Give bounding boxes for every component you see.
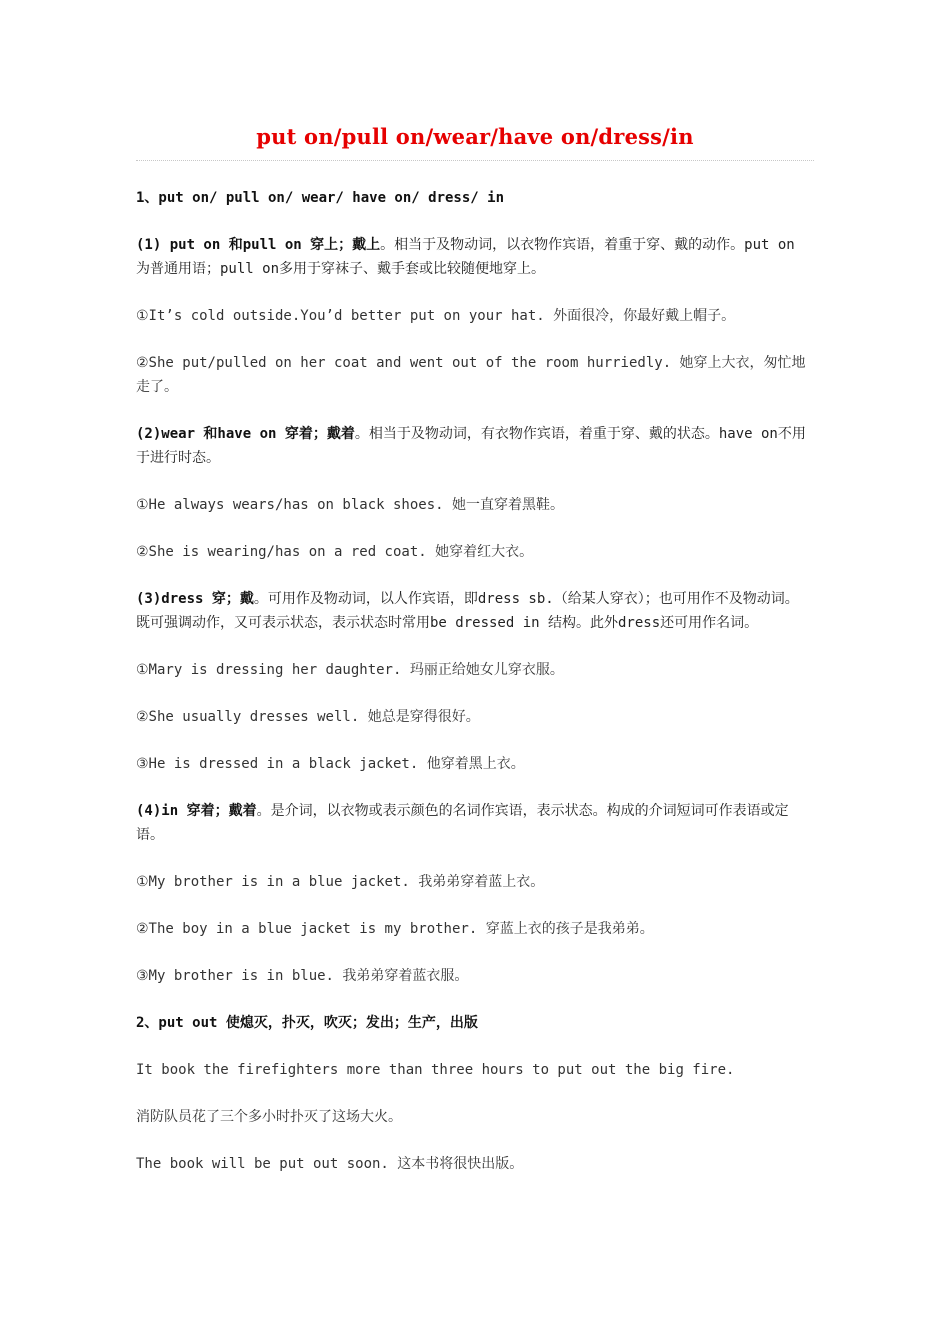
- term-explanation: 。相当于及物动词，有衣物作宾语，着重于穿、戴的状态。have on不用于进行时态。: [136, 426, 806, 466]
- section-2-heading: [136, 1011, 812, 1035]
- example-sentence: ②She is wearing/has on a red coat. 她穿着红大衣。: [136, 544, 534, 560]
- example-sentence: ③He is dressed in a black jacket. 他穿着黑上衣。: [136, 756, 525, 772]
- term-label: (1) put on 和pull on 穿上；戴上: [136, 237, 381, 253]
- example-sentence: ②The boy in a blue jacket is my brother. 穿蓝上衣的孩子是我弟弟。: [136, 921, 654, 937]
- example-sentence: ②She usually dresses well. 她总是穿得很好。: [136, 709, 480, 725]
- term-label: (2)wear 和have on 穿着；戴着: [136, 426, 355, 442]
- document-body: [136, 186, 812, 1199]
- term-explanation: 。相当于及物动词，以衣物作宾语，着重于穿、戴的动作。put on 为普通用语；pull on多用于穿袜子、戴手套或比较随便地穿上。: [136, 237, 795, 277]
- section-heading-text: 1、put on/ pull on/ wear/ have on/ dress/ in: [136, 190, 505, 206]
- term-explanation: 。是介词，以衣物或表示颜色的名词作宾语，表示状态。构成的介词短词可作表语或定语。: [136, 803, 789, 843]
- term-label: (4)in 穿着；戴着: [136, 803, 257, 819]
- example-sentence: ①Mary is dressing her daughter. 玛丽正给她女儿穿衣服。: [136, 662, 564, 678]
- paragraph-put-on-pull-on: [136, 233, 812, 281]
- section-heading-text: 2、put out 使熄灭，扑灭，吹灭；发出；生产，出版: [136, 1015, 478, 1031]
- term-label: (3)dress 穿；戴: [136, 591, 254, 607]
- example-sentence: The book will be put out soon. 这本书将很快出版。: [136, 1156, 524, 1172]
- page-title: put on/pull on/wear/have on/dress/in: [256, 124, 694, 149]
- paragraph-in: [136, 799, 812, 847]
- example-sentence: ①He always wears/has on black shoes. 她一直穿着黑鞋。: [136, 497, 564, 513]
- example-sentence: ③My brother is in blue. 我弟弟穿着蓝衣服。: [136, 968, 469, 984]
- title-divider: [136, 160, 814, 161]
- paragraph-wear-have-on: [136, 422, 812, 470]
- example-translation: 消防队员花了三个多小时扑灭了这场大火。: [136, 1109, 402, 1125]
- term-explanation: 。可用作及物动词，以人作宾语，即dress sb.（给某人穿衣）；也可用作不及物动词。既可强调动作，又可表示状态，表示状态时常用be dressed in 结构。此外dress还可用作名词。: [136, 591, 799, 631]
- paragraph-dress: [136, 587, 812, 635]
- example-sentence: ②She put/pulled on her coat and went out of the room hurriedly. 她穿上大衣，匆忙地走了。: [136, 355, 806, 395]
- section-1-heading: [136, 186, 812, 210]
- example-sentence: ①It’s cold outside.You’d better put on your hat. 外面很冷，你最好戴上帽子。: [136, 308, 736, 324]
- example-sentence: It book the firefighters more than three hours to put out the big fire.: [136, 1062, 735, 1078]
- example-sentence: ①My brother is in a blue jacket. 我弟弟穿着蓝上衣。: [136, 874, 545, 890]
